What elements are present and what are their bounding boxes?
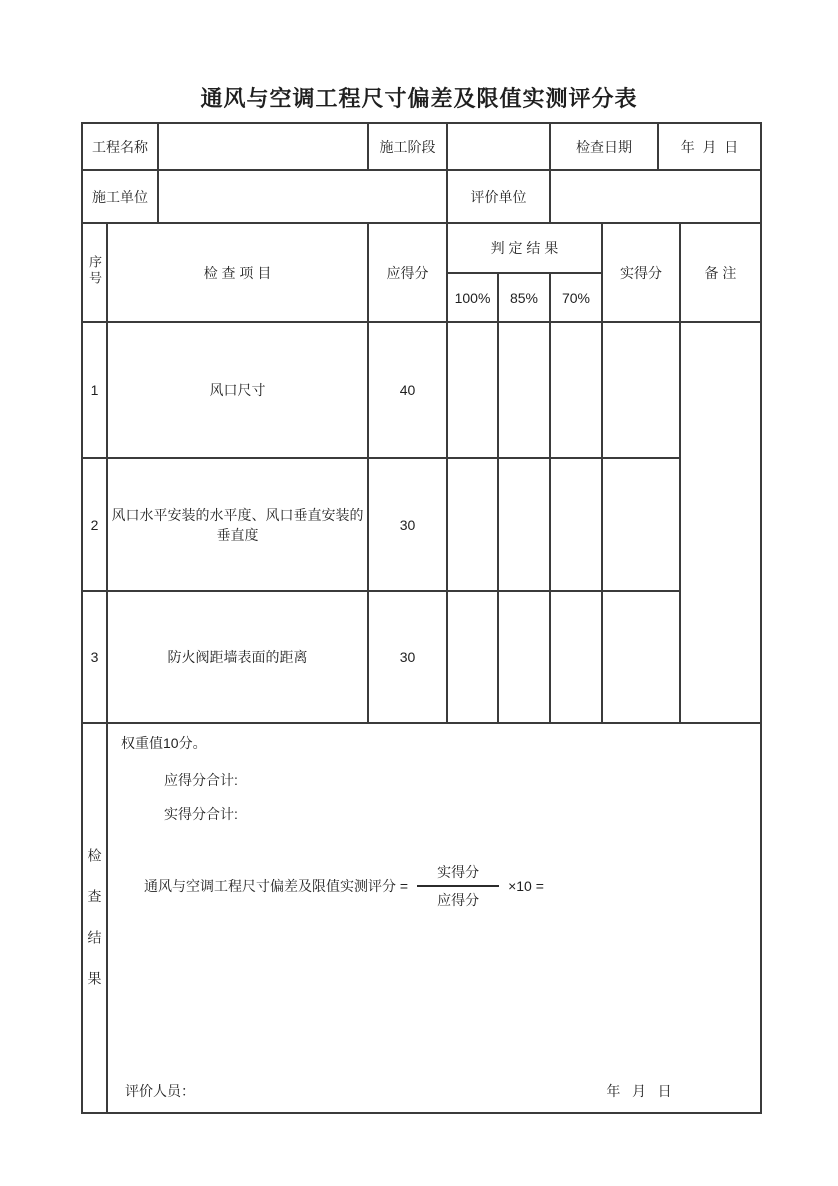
row-item: 防火阀距墙表面的距离 <box>107 591 368 723</box>
construction-unit-field[interactable] <box>158 170 447 223</box>
weight-note: 权重值10分。 <box>121 735 207 751</box>
row-actual-score-field[interactable] <box>602 458 680 591</box>
header-serial <box>82 223 107 322</box>
remark-field[interactable] <box>680 322 761 723</box>
table-row <box>82 458 761 591</box>
header-due-score: 应得分 <box>368 223 447 322</box>
header-judgement-70: 70% <box>550 273 602 322</box>
project-name-label: 工程名称 <box>82 123 158 170</box>
due-total-label: 应得分合计: <box>164 772 238 788</box>
row-due-score: 30 <box>368 458 447 591</box>
formula-prefix: 通风与空调工程尺寸偏差及限值实测评分 = <box>144 878 409 894</box>
row-due-score: 30 <box>368 591 447 723</box>
header-row-1 <box>82 223 761 273</box>
table-row <box>82 591 761 723</box>
row-judgement-100-field[interactable] <box>447 458 498 591</box>
header-judgement-85: 85% <box>498 273 550 322</box>
row-judgement-70-field[interactable] <box>550 322 602 458</box>
result-label-cell <box>82 723 107 1113</box>
row-judgement-100-field[interactable] <box>447 322 498 458</box>
row-serial: 2 <box>82 458 107 591</box>
row-judgement-85-field[interactable] <box>498 591 550 723</box>
row-actual-score-field[interactable] <box>602 322 680 458</box>
formula-suffix: ×10 = <box>508 878 544 894</box>
table-row <box>82 322 761 458</box>
result-content-cell[interactable] <box>107 723 761 1113</box>
info-row-2 <box>82 170 761 223</box>
formula-fraction <box>417 862 499 910</box>
construction-stage-field[interactable] <box>447 123 550 170</box>
header-judgement-100: 100% <box>447 273 498 322</box>
result-label-text: 检查结果 <box>86 848 103 1012</box>
fraction-denominator: 应得分 <box>437 892 480 908</box>
header-judgement: 判 定 结 果 <box>447 223 602 273</box>
row-judgement-70-field[interactable] <box>550 591 602 723</box>
row-item: 风口尺寸 <box>107 322 368 458</box>
evaluator-label: 评价人员： <box>125 1083 195 1099</box>
header-remark: 备 注 <box>680 223 761 322</box>
row-actual-score-field[interactable] <box>602 591 680 723</box>
row-serial: 3 <box>82 591 107 723</box>
header-actual-score: 实得分 <box>602 223 680 322</box>
row-judgement-85-field[interactable] <box>498 458 550 591</box>
serial-header-text: 序号 <box>87 255 102 287</box>
row-serial: 1 <box>82 322 107 458</box>
construction-stage-label: 施工阶段 <box>368 123 447 170</box>
header-item: 检 查 项 目 <box>107 223 368 322</box>
inspection-date-label: 检查日期 <box>550 123 658 170</box>
evaluation-unit-field[interactable] <box>550 170 761 223</box>
construction-unit-label: 施工单位 <box>82 170 158 223</box>
row-judgement-85-field[interactable] <box>498 322 550 458</box>
inspection-date-field[interactable]: 年 月 日 <box>658 123 761 170</box>
score-formula <box>144 862 544 910</box>
row-judgement-70-field[interactable] <box>550 458 602 591</box>
info-row-1 <box>82 123 761 170</box>
result-row <box>82 723 761 1113</box>
fraction-numerator: 实得分 <box>417 862 499 887</box>
project-name-field[interactable] <box>158 123 368 170</box>
result-date: 年 月 日 <box>606 1083 672 1099</box>
row-due-score: 40 <box>368 322 447 458</box>
page-title: 通风与空调工程尺寸偏差及限值实测评分表 <box>200 86 638 111</box>
actual-total-label: 实得分合计: <box>164 806 238 822</box>
evaluation-unit-label: 评价单位 <box>447 170 550 223</box>
row-item: 风口水平安装的水平度、风口垂直安装的垂直度 <box>107 458 368 591</box>
row-judgement-100-field[interactable] <box>447 591 498 723</box>
score-sheet-table <box>81 122 762 1114</box>
